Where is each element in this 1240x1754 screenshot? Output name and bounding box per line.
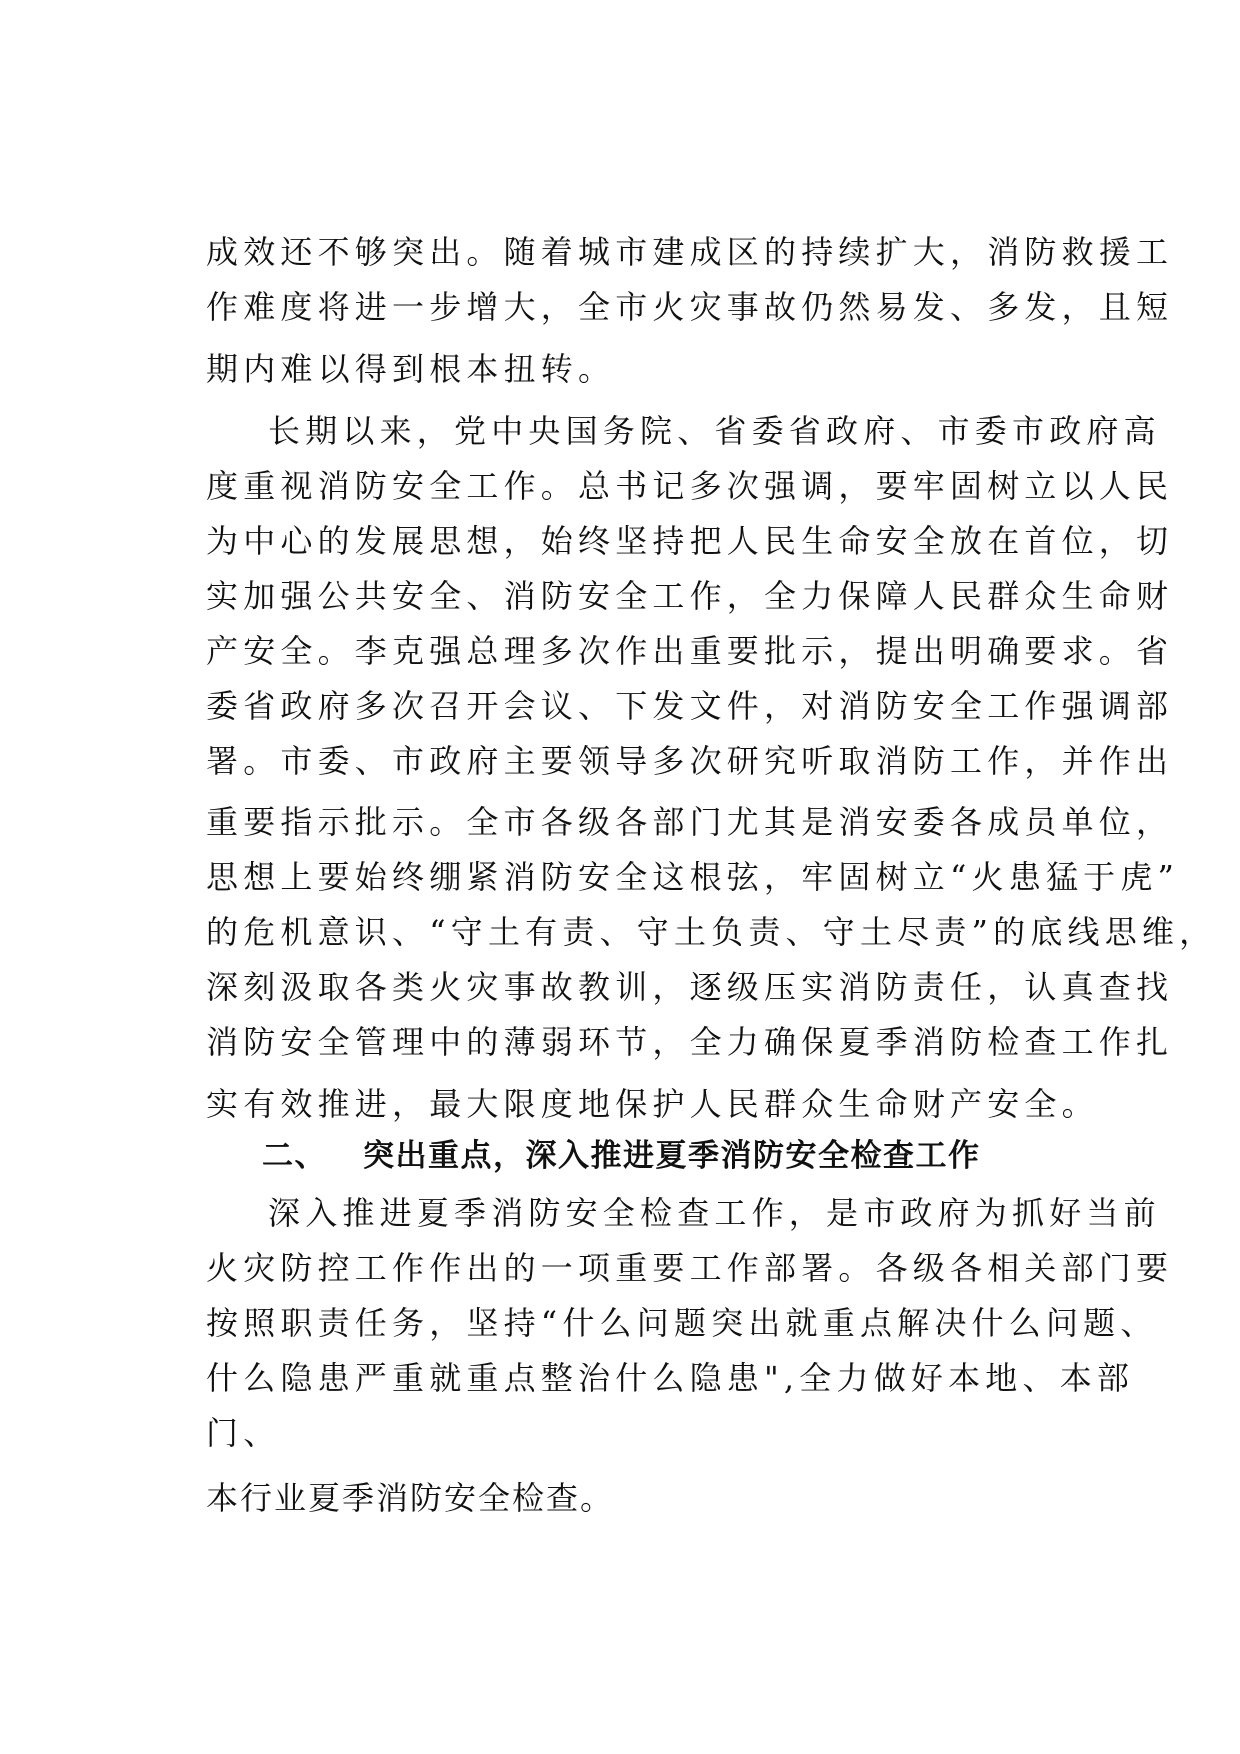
section-title: 突出重点，深入推进夏季消防安全检查工作 [363,1138,981,1174]
paragraph-line: 深刻汲取各类火灾事故教训，逐级压实消防责任，认真查找 [206,968,1174,1006]
paragraph-line: 作难度将进一步增大，全市火灾事故仍然易发、多发，且短 [206,288,1174,326]
paragraph-line: 思想上要始终绷紧消防安全这根弦，牢固树立“火患猛于虎” [206,858,1180,896]
paragraph-line: 实有效推进，最大限度地保护人民群众生命财产安全。 [206,1085,1099,1123]
paragraph-line: 重要指示批示。全市各级各部门尤其是消安委各成员单位， [206,803,1174,841]
paragraph-line: 门、 [206,1414,281,1452]
paragraph-line: 什么隐患严重就重点整治什么隐患",全力做好本地、本部 [206,1359,1135,1397]
paragraph-line: 成效还不够突出。随着城市建成区的持续扩大，消防救援工 [206,233,1174,271]
paragraph-line: 火灾防控工作作出的一项重要工作部署。各级各相关部门要 [206,1249,1174,1287]
paragraph-line: 的危机意识、“守土有责、守土负责、守土尽责”的底线思维， [206,913,1217,951]
paragraph-line: 长期以来，党中央国务院、省委省政府、市委市政府高 [268,412,1161,450]
paragraph-line: 本行业夏季消防安全检查。 [206,1479,615,1517]
paragraph-line: 消防安全管理中的薄弱环节，全力确保夏季消防检查工作扎 [206,1023,1174,1061]
paragraph-line: 深入推进夏季消防安全检查工作，是市政府为抓好当前 [268,1194,1161,1232]
paragraph-line: 委省政府多次召开会议、下发文件，对消防安全工作强调部 [206,687,1174,725]
paragraph-line: 期内难以得到根本扭转。 [206,350,616,388]
paragraph-line: 实加强公共安全、消防安全工作，全力保障人民群众生命财 [206,577,1174,615]
section-heading [262,1136,981,1176]
paragraph-line: 产安全。李克强总理多次作出重要批示，提出明确要求。省 [206,632,1174,670]
paragraph-line: 署。市委、市政府主要领导多次研究听取消防工作，并作出 [206,742,1174,780]
section-number: 二、 [262,1138,327,1174]
paragraph-line: 按照职责任务，坚持“什么问题突出就重点解决什么问题、 [206,1304,1158,1342]
paragraph-line: 为中心的发展思想，始终坚持把人民生命安全放在首位，切 [206,522,1174,560]
paragraph-line: 度重视消防安全工作。总书记多次强调，要牢固树立以人民 [206,467,1174,505]
